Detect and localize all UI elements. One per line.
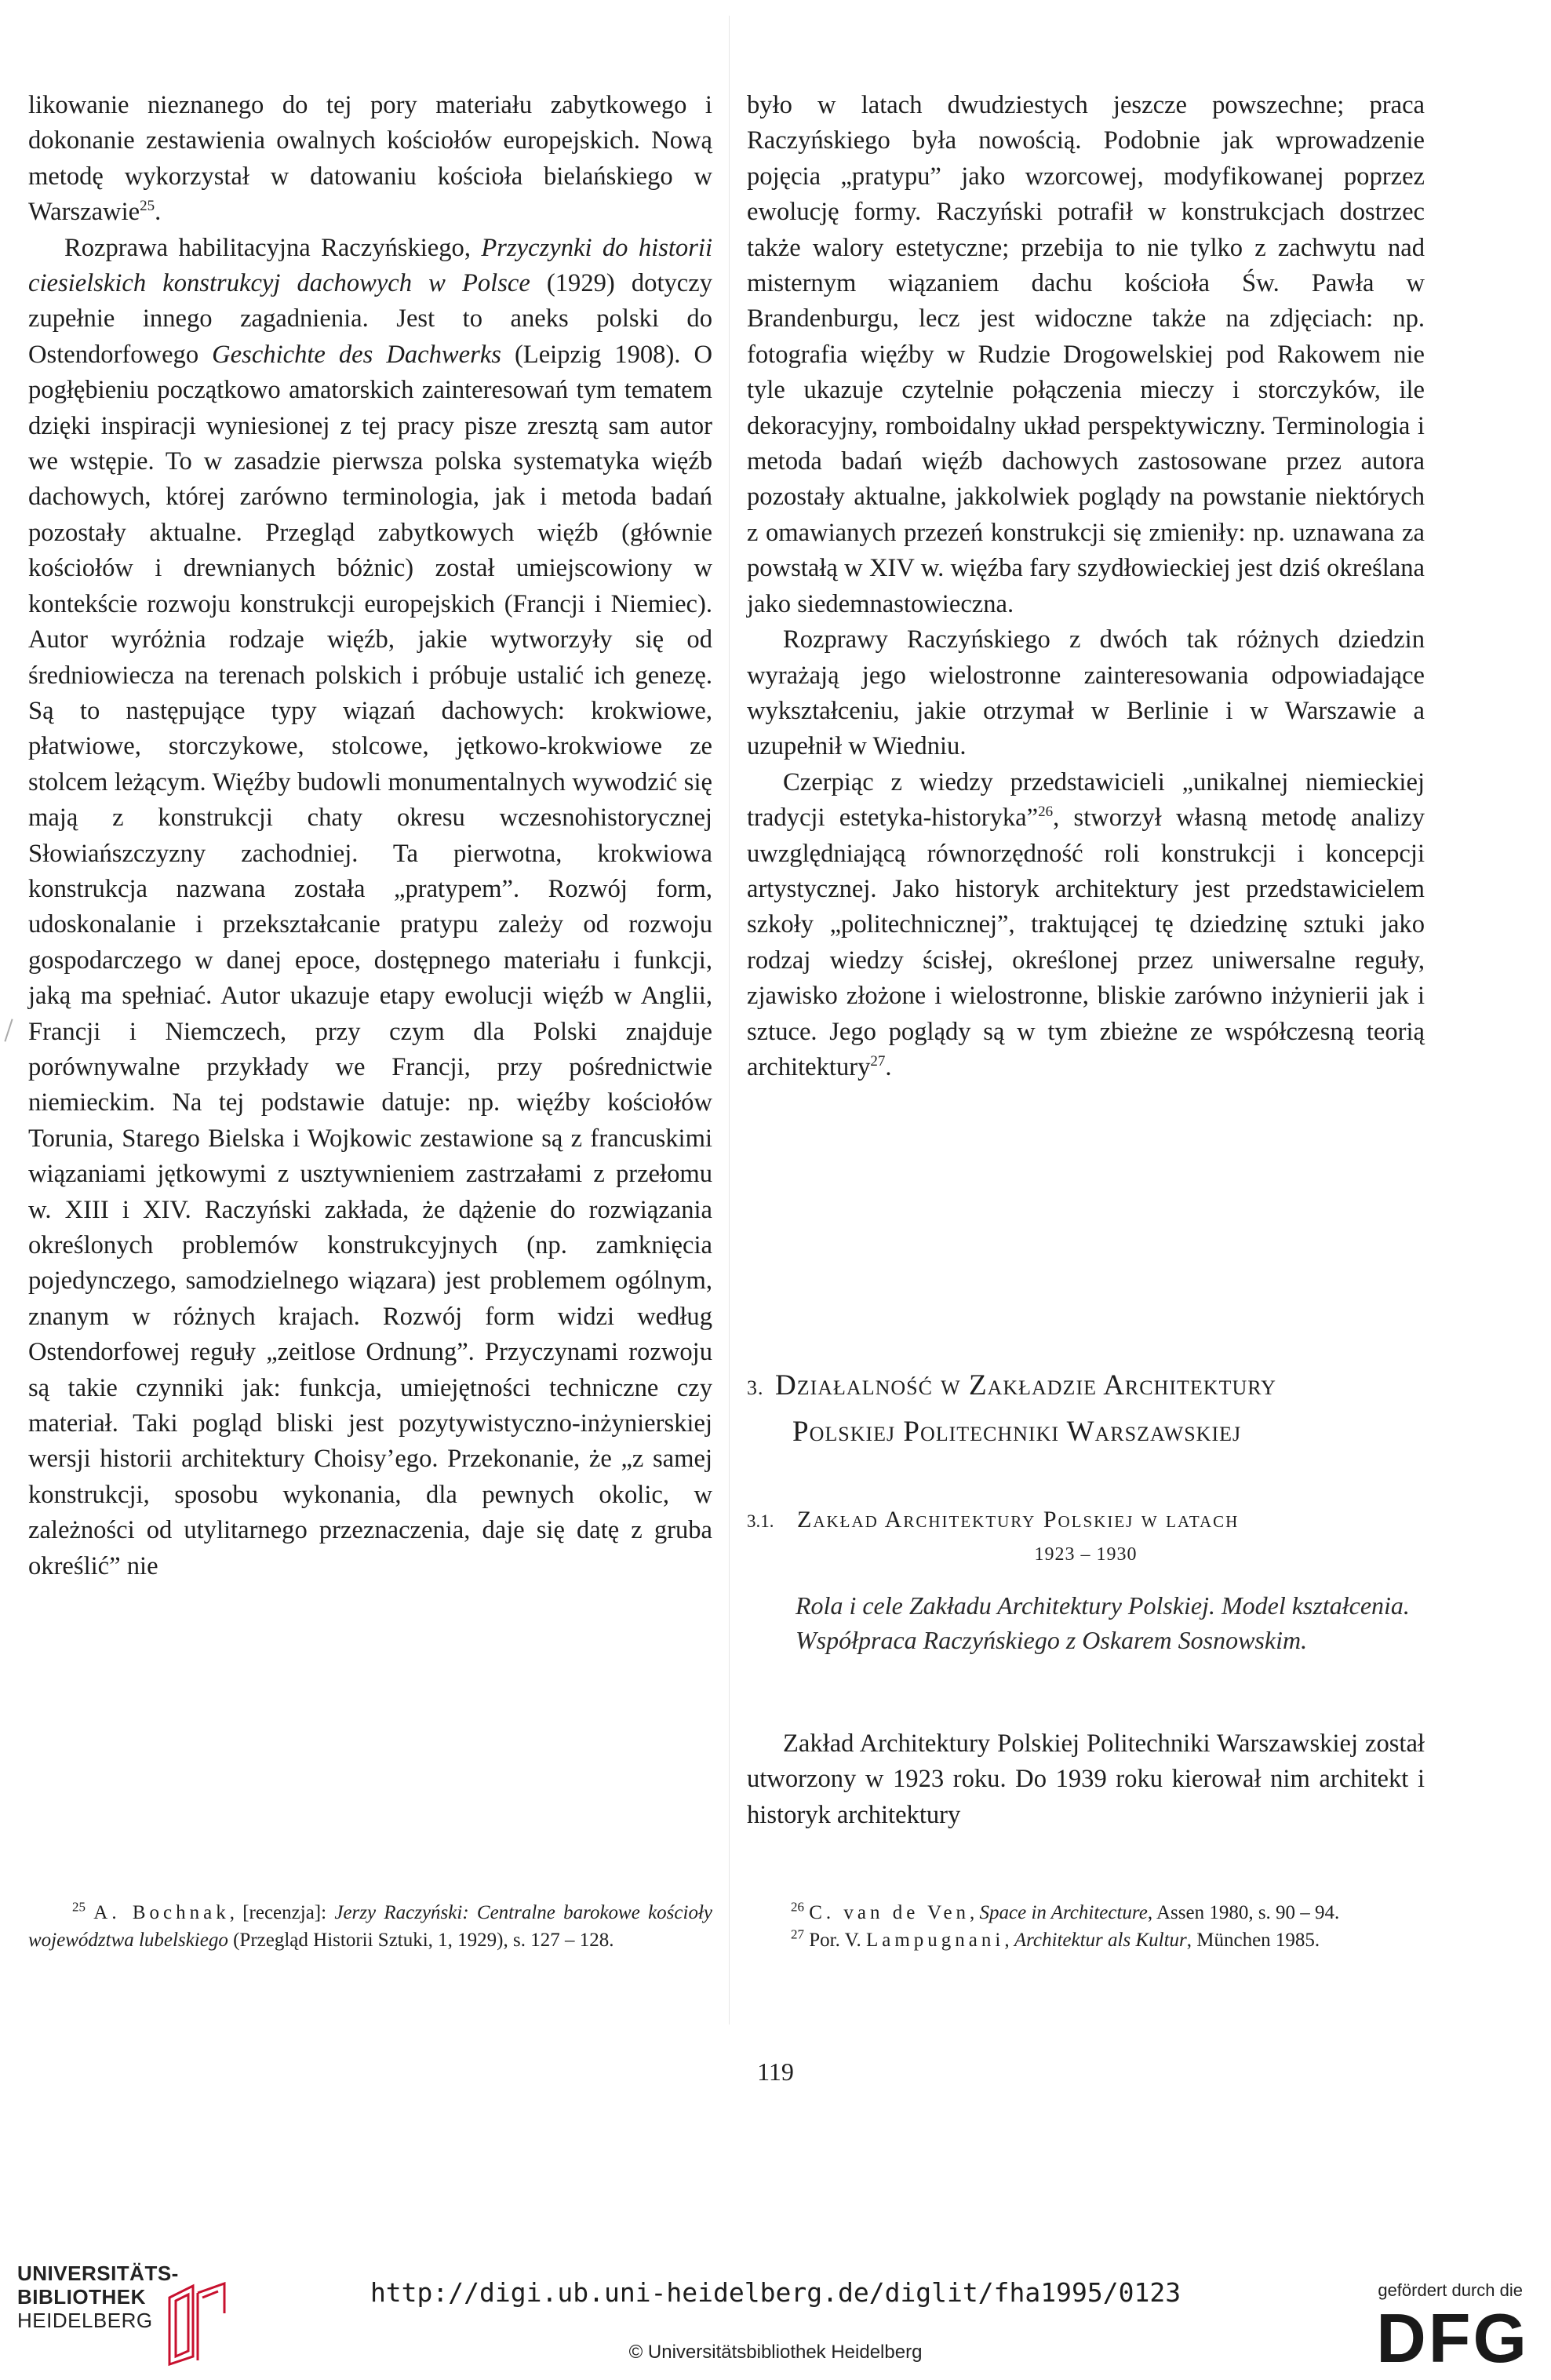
right-paragraph-1: było w latach dwudziestych jeszcze powszechne; praca Raczyńskiego była nowością. Podobnie jak wprowadzenie pojęcia „pratypu” jako wzorcowej, modyfikowanej poprzez ewolucję formy. Raczyński potrafił w konstrukcjach dostrzec także walory estetyczne; przebija to nie tylko z zachwytu nad misternym wiązaniem dachu kościoła Św. Pawła w Brandenburgu, lecz jest widoczne także na zdjęciach: np. fotografia więźby w Rudzie Drogowelskiej pod Rakowem nie tyle ukazuje czytelnie połączenia mieczy i storczyków, ile dekoracyjny, romboidalny układ perspektywiczny. Terminologia i metoda badań więźb dachowych zastosowane przez autora pozostały aktualne, jakkolwiek poglądy na powstanie niektórych z omawianych przezeń konstrukcji się zmieniły: np. uznawana za powstałą w XIV w. więźba fary szydłowieckiej jest dziś określana jako siedemnastowieczna. <box>747 91 1425 618</box>
book-title: Przyczynki do historii ciesielskich konstrukcyj dachowych w Polsce <box>28 233 713 298</box>
footnotes-left <box>28 1899 712 1954</box>
section-title-line-2: Polskiej Politechniki Warszawskiej <box>792 1416 1242 1448</box>
column-gutter <box>729 16 730 2025</box>
copyright-notice: © Universitätsbibliothek Heidelberg <box>628 2342 923 2363</box>
paragraph-text: Zakład Architektury Polskiej Politechniki Warszawskiej został utworzony w 1923 roku. Do 1939 roku kierował nim architekt i historyk architektury <box>747 1729 1425 1829</box>
section-3-1-heading <box>747 1503 1425 1571</box>
sponsor-label: gefördert durch die <box>1378 2280 1523 2300</box>
subsection-years: 1923 – 1930 <box>1034 1544 1138 1565</box>
right-bottom-paragraph <box>747 1726 1425 1833</box>
library-name-line-2: BIBLIOTHEK <box>17 2285 146 2309</box>
page-number: 119 <box>757 2057 794 2086</box>
digitization-footer <box>0 2249 1551 2380</box>
book-title: Geschichte des Dachwerks <box>212 340 501 369</box>
library-name-line-3: HEIDELBERG <box>17 2309 153 2332</box>
left-paragraph-1: likowanie nieznanego do tej pory materiału zabytkowego i dokonanie zestawienia owalnych kościołów europejskich. Nową metodę wykorzystał w datowaniu kościoła bielańskiego w Warszawie$^{25}$. <box>28 91 712 227</box>
margin-mark <box>4 1019 13 1041</box>
left-column <box>28 88 712 1584</box>
footnote-25: $^{25}$ A. Bochnak, [recenzja]: Jerzy Raczyński: Centralne barokowe kościoły województwa lubelskiego (Przegląd Historii Sztuki, 1, 1929), s. 127 – 128. <box>28 1899 712 1951</box>
subsection-title: Zakład Architektury Polskiej w latach <box>797 1507 1240 1533</box>
subsection-number: 3.1. <box>747 1511 774 1531</box>
footnote-26: $^{26}$ C. van de Ven, Space in Architecture, Assen 1980, s. 90 – 94. <box>791 1899 1340 1923</box>
section-number: 3. <box>747 1376 764 1399</box>
footnote-27: $^{27}$ Por. V. Lampugnani, Architektur als Kultur, München 1985. <box>791 1926 1320 1951</box>
left-paragraph-2: Rozprawa habilitacyjna Raczyńskiego, Przyczynki do historii ciesielskich konstrukcyj dachowych w Polsce (1929) dotyczy zupełnie innego zagadnienia. Jest to aneks polski do Ostendorfowego Geschichte des Dachwerks (Leipzig 1908). O pogłębieniu początkowo amatorskich zainteresowań tym tematem dzięki inspiracji wyniesionej z tej pracy pisze zresztą sam autor we wstępie. To w zasadzie pierwsza polska systematyka więźb dachowych, której zarówno terminologia, jak i metoda badań pozostały aktualne. Przegląd zabytkowych więźb (głównie kościołów i drewnianych bóżnic) został umiejscowiony w kontekście rozwoju konstrukcji europejskich (Francji i Niemiec). Autor wyróżnia rodzaje więźb, jakie wytworzyły się od średniowiecza na terenach polskich i próbuje ustalić ich genezę. Są to następujące typy wiązań dachowych: krokwiowe, płatwiowe, storczykowe, stolcowe, jętkowo-krokwiowe ze stolcem leżącym. Więźby budowli monumentalnych wywodzić się mają z konstrukcji chaty okresu wczesnohistorycznej Słowiańszczyzny zachodniej. Ta pierwotna, krokwiowa konstrukcja nazwana została „pratypem”. Rozwój form, udoskonalanie i przekształcanie pratypu zależy od rozwoju gospodarczego w danej epoce, dostępnego materiału i funkcji, jaką ma spełniać. Autor ukazuje etapy ewolucji więźb w Anglii, Francji i Niemczech, przy czym dla Polski znajduje porównywalne przykłady we Francji, przy pośrednictwie niemieckim. Na tej podstawie datuje: np. więźby kościołów Torunia, Starego Bielska i Wojkowic zestawione są z francuskimi wiązaniami jętkowymi z usztywnieniem zastrzałami z przełomu w. XIII i XIV. Raczyński zakłada, że dążenie do rozwiązania określonych problemów konstrukcyjnych (np. zamknięcia pojedynczego, samodzielnego wiązara) jest problemem ogólnym, znanym w różnych krajach. Rozwój form widzi według Ostendorfowej reguły „zeitlose Ordnung”. Przyczynami rozwoju są takie czynniki jak: funkcja, umiejętności techniczne czy materiał. Taki pogląd bliski jest pozytywistyczno-inżynierskiej wersji historii architektury Choisy’ego. Przekonanie, że „z samej konstrukcji, sposobu wykonania, dla pewnych okolic, w zależności od utylitarnego przeznaczenia, daje się datę z gruba określić” nie <box>28 233 713 1580</box>
footnotes-right <box>747 1899 1425 1954</box>
footnote-ref-25[interactable]: 25 <box>140 198 155 215</box>
library-name-line-1: UNIVERSITÄTS- <box>17 2262 179 2285</box>
right-paragraph-2: Rozprawy Raczyńskiego z dwóch tak różnych dziedzin wyrażają jego wielostronne zainteresowania odpowiadające wykształceniu, jakie otrzymał w Berlinie i w Warszawie a uzupełnił w Wiedniu. <box>747 625 1425 761</box>
section-3-heading <box>747 1364 1425 1454</box>
right-paragraph-3: Czerpiąc z wiedzy przedstawicieli „unikalnej niemieckiej tradycji estetyka-historyka”$^{26}$, stworzył własną metodę analizy uwzględniającą równorzędność roli konstrukcji i koncepcji artystycznej. Jako historyk architektury jest przedstawicielem szkoły „politechnicznej”, traktującej tę dziedzinę sztuki jako rodzaj wiedzy ścisłej, określonej przez uniwersalne reguły, zjawisko złożone i wielostronne, bliskie zarówno inżynierii jak i sztuce. Jego poglądy są w tym zbieżne ze współczesną teorią architektury$^{27}$. <box>747 767 1425 1081</box>
dfg-logo[interactable]: DFG <box>1376 2299 1529 2377</box>
section-title-line-1: Działalność w Zakładzie Architektury <box>775 1369 1276 1401</box>
right-column <box>747 88 1425 1085</box>
permalink-url[interactable]: http://digi.ub.uni-heidelberg.de/diglit/fha1995/0123 <box>370 2277 1181 2308</box>
subsection-subtitle: Rola i cele Zakładu Architektury Polskiej. Model kształcenia. Współpraca Raczyńskiego z Oskarem Sosnowskim. <box>796 1591 1410 1654</box>
footnote-ref-26[interactable]: 26 <box>1038 804 1054 821</box>
footnote-ref-27[interactable]: 27 <box>870 1053 886 1070</box>
